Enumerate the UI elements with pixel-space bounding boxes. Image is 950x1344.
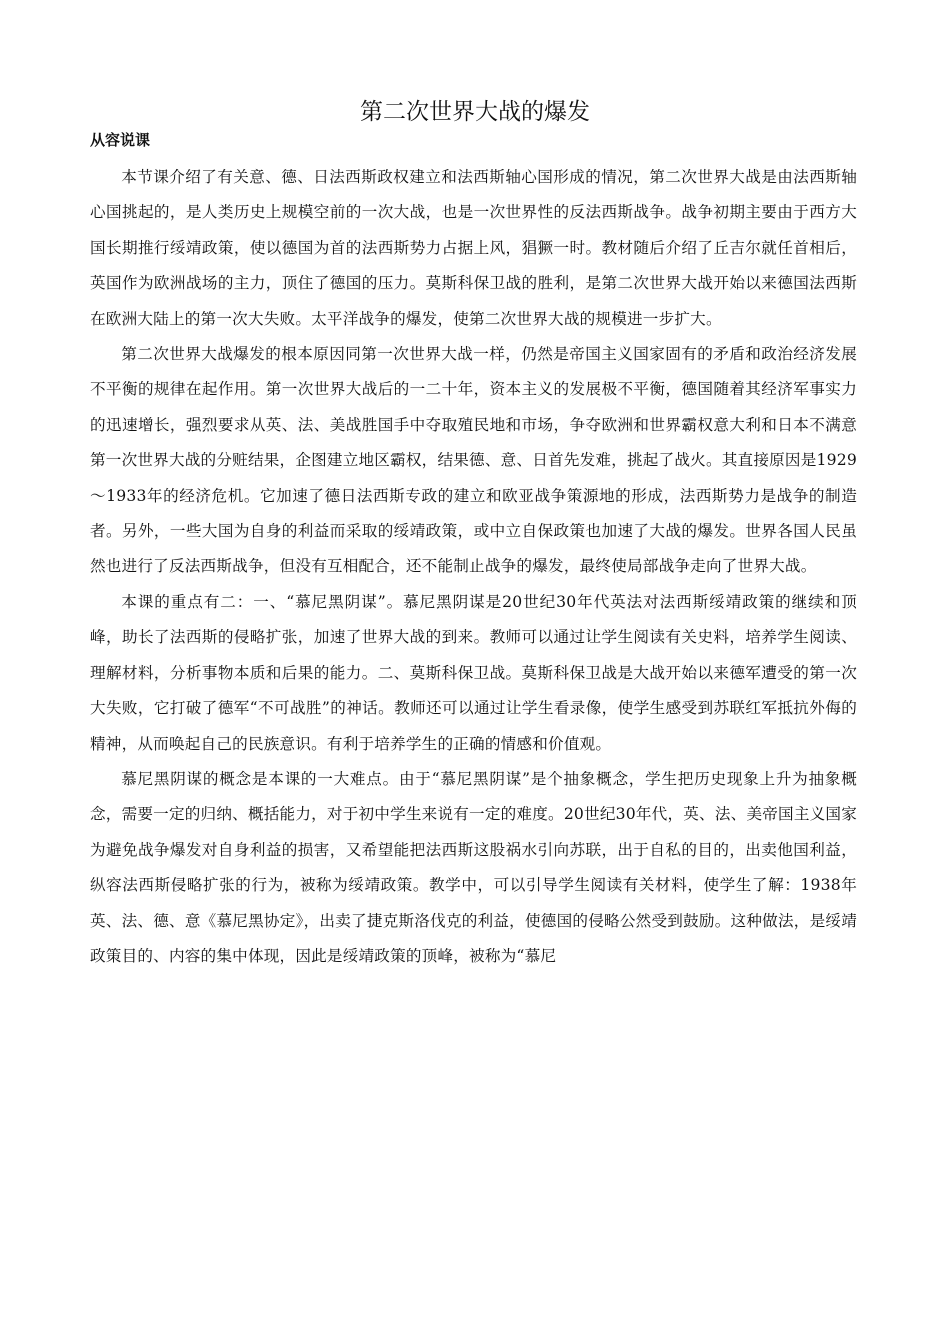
section-heading: 从容说课 xyxy=(90,131,151,149)
document-body xyxy=(90,160,857,974)
body-paragraph-4: 慕尼黑阴谋的概念是本课的一大难点。由于“慕尼黑阴谋”是个抽象概念，学生把历史现象上升为抽象概念，需要一定的归纳、概括能力，对于初中学生来说有一定的难度。20世纪30年代，英、法、美帝国主义国家为避免战争爆发对自身利益的损害，又希望能把法西斯这股祸水引向苏联，出于自私的目的，出卖他国利益，纵容法西斯侵略扩张的行为，被称为绥靖政策。教学中，可以引导学生阅读有关材料，使学生了解：1938年英、法、德、意《慕尼黑协定》，出卖了捷克斯洛伐克的利益，使德国的侵略公然受到鼓励。这种做法，是绥靖政策目的、内容的集中体现，因此是绥靖政策的顶峰，被称为“慕尼 xyxy=(90,769,857,965)
body-paragraph-2: 第二次世界大战爆发的根本原因同第一次世界大战一样，仍然是帝国主义国家固有的矛盾和政治经济发展不平衡的规律在起作用。第一次世界大战后的一二十年，资本主义的发展极不平衡，德国随着其经济军事实力的迅速增长，强烈要求从英、法、美战胜国手中夺取殖民地和市场，争夺欧洲和世界霸权意大利和日本不满意第一次世界大战的分赃结果，企图建立地区霸权，结果德、意、日首先发难，挑起了战火。其直接原因是1929～1933年的经济危机。它加速了德日法西斯专政的建立和欧亚战争策源地的形成，法西斯势力是战争的制造者。另外，一些大国为自身的利益而采取的绥靖政策，或中立自保政策也加速了大战的爆发。世界各国人民虽然也进行了反法西斯战争，但没有互相配合，还不能制止战争的爆发，最终使局部战争走向了世界大战。 xyxy=(90,345,857,576)
body-paragraph-1: 本节课介绍了有关意、德、日法西斯政权建立和法西斯轴心国形成的情况，第二次世界大战是由法西斯轴心国挑起的，是人类历史上规模空前的一次大战，也是一次世界性的反法西斯战争。战争初期主要由于西方大国长期推行绥靖政策，使以德国为首的法西斯势力占据上风，猖獗一时。教材随后介绍了丘吉尔就任首相后，英国作为欧洲战场的主力，顶住了德国的压力。莫斯科保卫战的胜利，是第二次世界大战开始以来德国法西斯在欧洲大陆上的第一次大失败。太平洋战争的爆发，使第二次世界大战的规模进一步扩大。 xyxy=(90,168,857,328)
body-paragraph-3: 本课的重点有二：一、“慕尼黑阴谋”。慕尼黑阴谋是20世纪30年代英法对法西斯绥靖政策的继续和顶峰，助长了法西斯的侵略扩张，加速了世界大战的到来。教师可以通过让学生阅读有关史料，培养学生阅读、理解材料，分析事物本质和后果的能力。二、莫斯科保卫战。莫斯科保卫战是大战开始以来德军遭受的第一次大失败，它打破了德军“不可战胜”的神话。教师还可以通过让学生看录像，使学生感受到苏联红军抵抗外侮的精神，从而唤起自己的民族意识。有利于培养学生的正确的情感和价值观。 xyxy=(90,592,857,753)
document-title: 第二次世界大战的爆发 xyxy=(360,99,590,125)
